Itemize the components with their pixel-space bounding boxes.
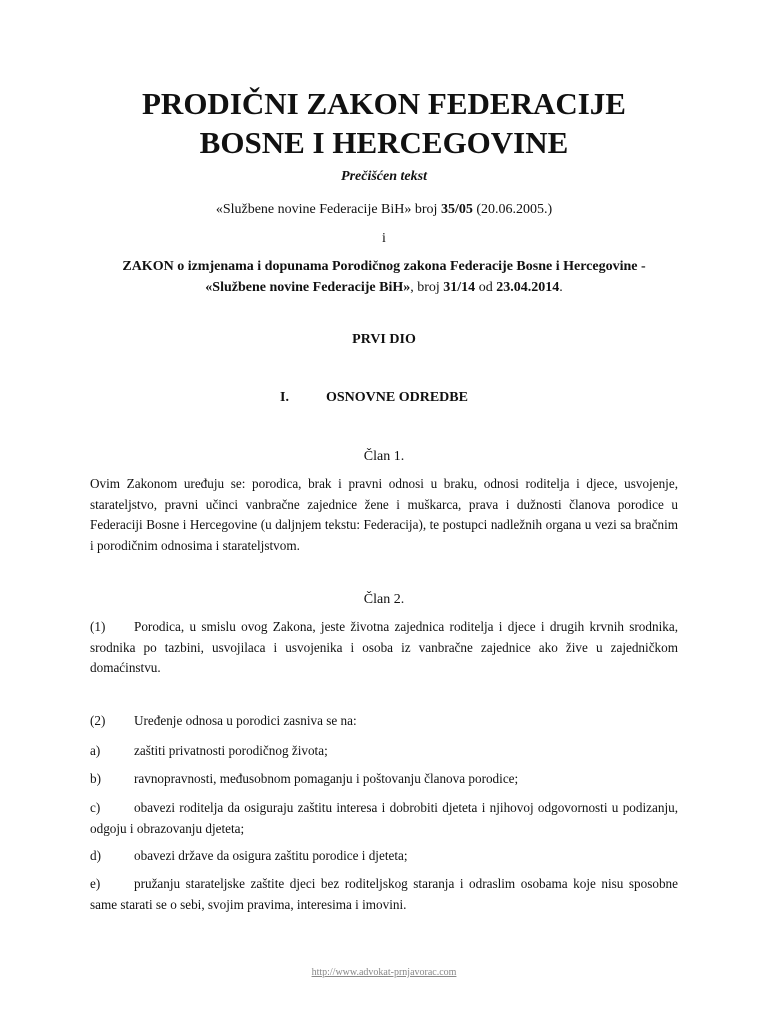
title-line-2: BOSNE I HERCEGOVINE <box>199 125 569 160</box>
paragraph-label: (2) <box>90 713 106 728</box>
paragraph-text: Porodica, u smislu ovog Zakona, jeste životna zajednica roditelja i djece i drugih krvnih srodnika, srodnika po tazbini, usvojilaca i usvojenika i osoba iz vanbračne zajednice ako žive u zajedničkom domaćinstvu. <box>90 619 678 675</box>
paragraph-text: Uređenje odnosa u porodici zasniva se na: <box>134 713 357 728</box>
item-label: b) <box>90 771 101 786</box>
amendment-date: 23.04.2014 <box>496 280 560 295</box>
footer-link[interactable]: http://www.advokat-prnjavorac.com <box>311 967 457 978</box>
paragraph-label: (1) <box>90 619 106 634</box>
item-text: ravnopravnosti, međusobnom pomaganju i poštovanju članova porodice; <box>134 771 519 786</box>
item-text: obavezi roditelja da osiguraju zaštitu interesa i dobrobiti djeteta i njihovoj odgovornosti u podizanju, odgoju i obrazovanju djeteta; <box>90 800 678 836</box>
item-label: a) <box>90 743 101 758</box>
title-line-1: PRODIČNI ZAKON FEDERACIJE <box>142 86 626 121</box>
list-item-b <box>90 769 678 790</box>
list-item-d <box>90 846 678 867</box>
article-1-text: Ovim Zakonom uređuju se: porodica, brak i pravni odnosi u braku, odnosi roditelja i djece, usvojenje, starateljstvo, pravni učinci vanbračne zajednice žene i muškarca, prava i dužnosti članova porodice u Federaciji Bosne i Hercegovine (u daljnjem tekstu: Federacija), te postupci nadležnih organa u vezi sa bračnim i porodičnim odnosima i starateljstvom. <box>90 476 678 553</box>
amendment-sep-1: , broj <box>410 280 444 295</box>
item-label: c) <box>90 800 101 815</box>
item-label: e) <box>90 876 101 891</box>
article-1-heading: Član 1. <box>363 449 405 464</box>
list-item-a <box>90 741 678 762</box>
article-2-paragraph-2 <box>90 711 678 732</box>
amendment-line-1: ZAKON o izmjenama i dopunama Porodičnog zakona Federacije Bosne i Hercegovine - <box>122 259 646 274</box>
subtitle: Prečišćen tekst <box>341 169 427 184</box>
item-text: zaštiti privatnosti porodičnog života; <box>134 743 328 758</box>
item-text: obavezi države da osigura zaštitu porodice i djeteta; <box>134 848 408 863</box>
amendment-info <box>90 256 678 298</box>
amendment-number: 31/14 <box>443 280 476 295</box>
amendment-end: . <box>559 280 563 295</box>
publication-number: 35/05 <box>440 202 473 217</box>
article-2-paragraph-1 <box>90 617 678 679</box>
amendment-sep-2: od <box>475 280 497 295</box>
list-item-c <box>90 798 678 839</box>
amendment-gazette: «Službene novine Federacije BiH» <box>205 280 411 295</box>
list-item-e <box>90 874 678 915</box>
article-2-heading: Član 2. <box>363 592 405 607</box>
document-title <box>0 84 768 162</box>
chapter-number: I. <box>280 390 289 405</box>
publication-info <box>90 200 678 220</box>
conjunction: i <box>382 231 386 246</box>
item-text: pružanju starateljske zaštite djeci bez roditeljskog staranja i odraslim osobama koje nisu sposobne same starati se o sebi, svojim pravima, interesima i imovini. <box>90 876 678 912</box>
part-heading: PRVI DIO <box>352 332 416 347</box>
publication-date: (20.06.2005.) <box>472 202 553 217</box>
item-label: d) <box>90 848 101 863</box>
publication-prefix: «Službene novine Federacije BiH» broj <box>215 202 441 217</box>
chapter-title: OSNOVNE ODREDBE <box>326 390 468 405</box>
